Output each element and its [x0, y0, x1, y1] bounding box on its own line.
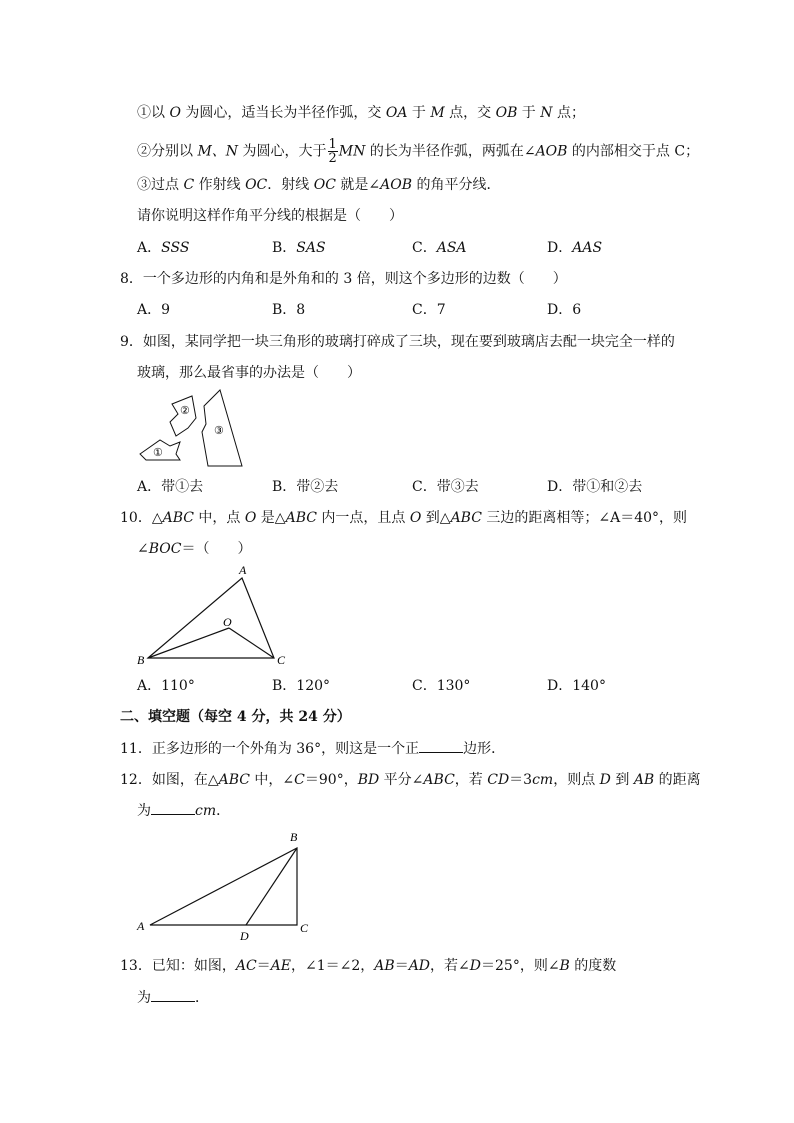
q7-option-b[interactable] — [272, 239, 326, 257]
section-2-heading: 二、填空题（每空 4 分，共 24 分） — [120, 709, 351, 725]
point-d-label: D — [240, 929, 249, 943]
denominator: 2 — [328, 151, 337, 166]
q10-triangle-figure — [134, 560, 294, 672]
text: ＝90°， — [304, 772, 358, 788]
step-2-line — [137, 137, 700, 166]
text: 到 — [610, 772, 634, 788]
text: 的距离 — [654, 772, 701, 788]
text: 中，∠ — [249, 772, 295, 788]
var: CD — [487, 772, 510, 788]
text: ＝25°，则∠ — [481, 958, 560, 974]
text: ＝（ ） — [181, 541, 252, 557]
text: ． — [216, 803, 231, 819]
q10-option-b[interactable]: B．120° — [272, 678, 331, 694]
var: AOB — [535, 143, 568, 160]
var: O — [409, 510, 422, 526]
q10-option-d[interactable]: D．140° — [547, 678, 606, 694]
var: C — [294, 772, 305, 788]
text: 11．正多边形的一个外角为 36°，则这是一个正 — [120, 741, 420, 757]
q10-option-a[interactable]: A．110° — [137, 678, 195, 694]
text: ③过点 — [137, 177, 184, 193]
text: 的角平分线． — [412, 177, 501, 193]
text: 10．△ — [120, 510, 163, 526]
var: ABC — [162, 510, 194, 526]
step-3-line — [137, 176, 500, 194]
q8-option-c[interactable]: C．7 — [412, 302, 446, 318]
q8-option-a[interactable]: A．9 — [137, 302, 171, 318]
vertex-b-label: B — [137, 653, 145, 667]
var: cm — [532, 772, 554, 788]
option-text: SAS — [296, 240, 326, 256]
text: 13．已知：如图， — [120, 958, 236, 974]
option-text: SSS — [161, 240, 190, 256]
text: 点，交 — [444, 105, 496, 121]
fraction-one-half — [328, 138, 338, 165]
text: 于 — [517, 105, 541, 121]
glass-piece-1-label: ① — [153, 447, 163, 459]
var: AOB — [380, 177, 413, 193]
text: ∠ — [137, 541, 149, 557]
var: O — [169, 105, 181, 121]
text: 的度数 — [569, 958, 617, 974]
label: C． — [412, 240, 437, 256]
var: M — [430, 105, 445, 121]
q13-question-line-1 — [120, 957, 616, 975]
q9-option-d[interactable]: D．带①和②去 — [547, 479, 643, 495]
var: ABC — [285, 510, 317, 526]
var: C — [183, 177, 195, 193]
text: 内一点，且点 — [316, 510, 410, 526]
var: ABC — [450, 510, 482, 526]
unit: cm — [195, 803, 217, 819]
option-text: ASA — [436, 240, 467, 256]
q8-option-b[interactable]: B．8 — [272, 302, 306, 318]
text: ①以 — [137, 105, 170, 121]
q7-question-tail: 请你说明这样作角平分线的根据是（ ） — [137, 208, 403, 224]
vertex-c-label: C — [300, 921, 309, 935]
q9-broken-glass-figure — [136, 388, 248, 468]
q7-option-d[interactable] — [547, 239, 602, 257]
segment-bo — [148, 628, 229, 658]
point-o-label: O — [223, 615, 232, 629]
var: ABC — [423, 772, 455, 788]
text: 到△ — [421, 510, 451, 526]
text: ． — [195, 990, 209, 1006]
var: BD — [357, 772, 380, 788]
text: ，若∠ — [430, 958, 470, 974]
segment-bd — [246, 848, 297, 925]
q12-question-line-2 — [137, 802, 230, 820]
q8-question: 8．一个多边形的内角和是外角和的 3 倍，则这个多边形的边数（ ） — [120, 271, 567, 287]
vertex-a-label: A — [137, 919, 145, 933]
var: OB — [495, 105, 518, 121]
text: 为圆心，大于 — [238, 143, 327, 160]
var: ABC — [218, 772, 250, 788]
q9-question-line-2: 玻璃，那么最省事的办法是（ ） — [137, 365, 361, 381]
glass-piece-3-label: ③ — [214, 425, 224, 437]
q9-option-c[interactable]: C．带③去 — [412, 479, 479, 495]
var: D — [599, 772, 611, 788]
text: ．射线 — [267, 177, 314, 193]
q9-option-a[interactable]: A．带①去 — [137, 479, 204, 495]
segment-oc — [229, 628, 274, 658]
q7-option-c[interactable] — [412, 239, 467, 257]
text: 中，点 — [193, 510, 245, 526]
numerator: 1 — [328, 137, 337, 152]
text: 就是∠ — [335, 177, 381, 193]
glass-piece-2-label: ② — [180, 405, 190, 417]
text: 的长为半径作弧，两弧在∠ — [365, 143, 536, 160]
q11-question — [120, 740, 505, 758]
q12-question-line-1 — [120, 771, 701, 789]
var: AD — [408, 958, 431, 974]
text: 的内部相交于点 C； — [567, 143, 700, 160]
text: 12．如图，在△ — [120, 772, 219, 788]
q10-question-line-1 — [120, 509, 687, 527]
label: D． — [547, 240, 573, 256]
triangle-abc — [150, 848, 297, 925]
text: ，∠1＝∠2， — [291, 958, 375, 974]
var: AB — [374, 958, 395, 974]
var: M、N — [197, 143, 239, 160]
q8-option-d[interactable]: D．6 — [547, 302, 582, 318]
text: ＝3 — [509, 772, 533, 788]
q12-answer-blank[interactable] — [151, 802, 195, 815]
step-1-line — [137, 104, 585, 122]
text: 平分∠ — [379, 772, 424, 788]
text: 为 — [137, 803, 151, 819]
var: OC — [245, 177, 268, 193]
text: ＝ — [394, 958, 409, 974]
var: MN — [338, 143, 366, 160]
q7-option-a[interactable] — [137, 239, 189, 257]
var: D — [469, 958, 481, 974]
var: BOC — [148, 541, 182, 557]
vertex-c-label: C — [277, 653, 286, 667]
q13-question-line-2 — [137, 989, 209, 1007]
q10-question-line-2 — [137, 540, 251, 558]
text: ，则点 — [553, 772, 600, 788]
var: AB — [633, 772, 655, 788]
text: ＝ — [256, 958, 271, 974]
q9-question-line-1: 9．如图，某同学把一块三角形的玻璃打碎成了三块，现在要到玻璃店去配一块完全一样的 — [120, 334, 675, 350]
option-text: AAS — [572, 240, 603, 256]
text: ②分别以 — [137, 143, 198, 160]
text: ，若 — [454, 772, 488, 788]
text: 是△ — [256, 510, 286, 526]
q11-answer-blank[interactable] — [419, 740, 463, 753]
var: OA — [385, 105, 408, 121]
label: A． — [137, 240, 162, 256]
var: AC — [235, 958, 257, 974]
vertex-a-label: A — [239, 563, 247, 577]
text: 边形． — [463, 741, 506, 757]
vertex-b-label: B — [290, 830, 298, 844]
text: 为圆心，适当长为半径作弧，交 — [180, 105, 386, 121]
label: B． — [272, 240, 297, 256]
var: B — [559, 958, 570, 974]
q10-option-c[interactable]: C．130° — [412, 678, 471, 694]
var: N — [540, 105, 553, 121]
var: O — [244, 510, 257, 526]
q13-answer-blank[interactable] — [151, 989, 195, 1002]
var: AE — [270, 958, 291, 974]
text: 点； — [552, 105, 585, 121]
var: OC — [313, 177, 336, 193]
text: 三边的距离相等；∠A＝40°，则 — [481, 510, 688, 526]
text: 于 — [407, 105, 431, 121]
text: 为 — [137, 990, 151, 1006]
q9-option-b[interactable]: B．带②去 — [272, 479, 339, 495]
text: 作射线 — [194, 177, 246, 193]
q12-right-triangle-figure — [134, 826, 314, 944]
